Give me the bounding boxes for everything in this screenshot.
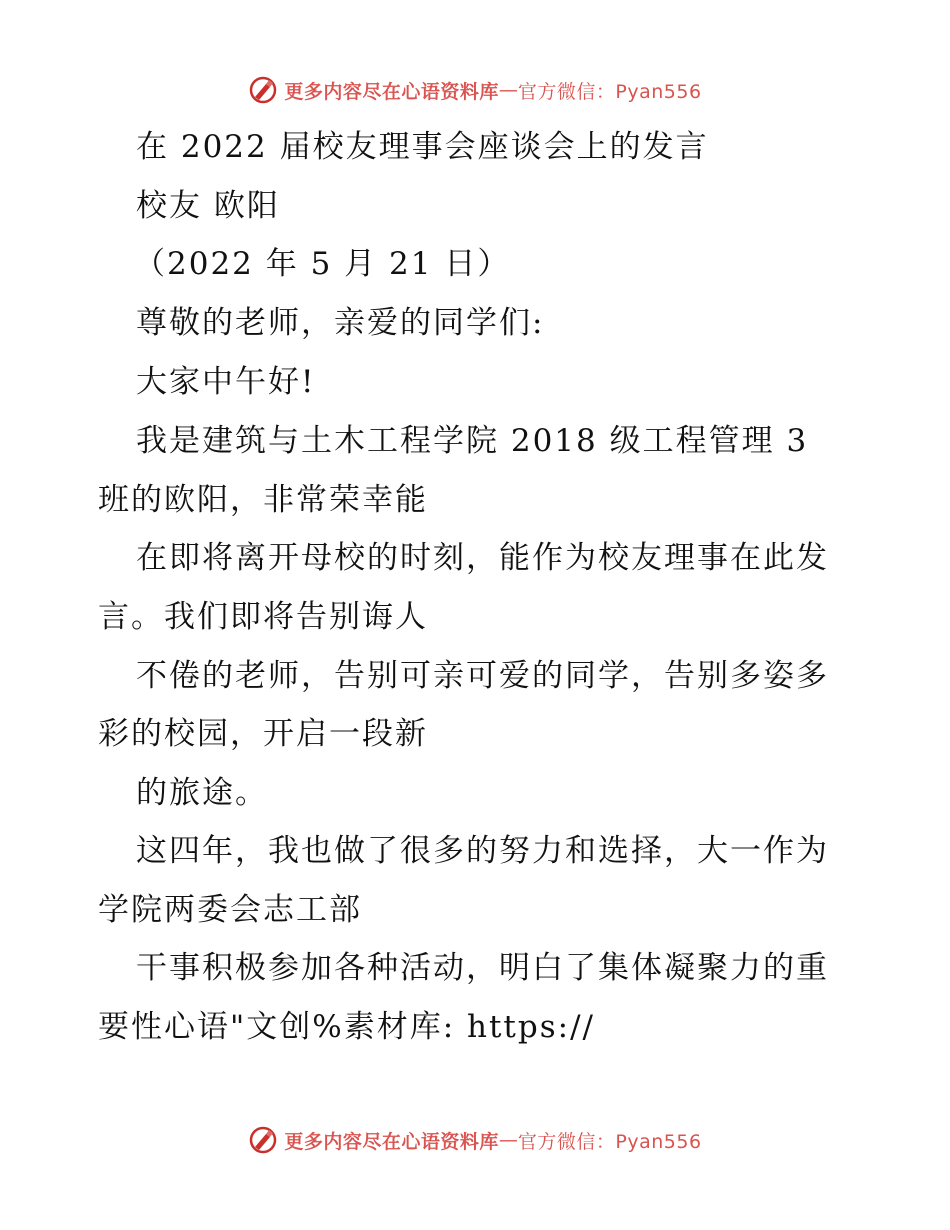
watermark-main-text: 更多内容尽在心语资料库 <box>284 80 499 103</box>
paragraph-line: 班的欧阳，非常荣幸能 <box>98 482 428 518</box>
paragraph-line: 不倦的老师，告别可亲可爱的同学，告别多姿多 <box>136 658 829 694</box>
watermark-separator: — <box>498 1129 518 1151</box>
author-line: 校友 欧阳 <box>136 188 280 224</box>
paragraph-line: 要性心语"文创%素材库: https:// <box>98 1009 595 1045</box>
salutation: 尊敬的老师，亲爱的同学们: <box>136 305 545 341</box>
paragraph-line: 我是建筑与土木工程学院 2018 级工程管理 3 <box>136 423 809 459</box>
date-line: （2022 年 5 月 21 日） <box>134 246 511 282</box>
paragraph-line: 干事积极参加各种活动，明白了集体凝聚力的重 <box>136 950 829 986</box>
document-title: 在 2022 届校友理事会座谈会上的发言 <box>136 129 709 165</box>
paragraph-line: 彩的校园，开启一段新 <box>98 716 428 752</box>
greeting: 大家中午好! <box>136 364 316 400</box>
paragraph-line: 言。我们即将告别诲人 <box>98 599 428 635</box>
header-watermark <box>0 70 950 110</box>
paragraph-line: 这四年，我也做了很多的努力和选择，大一作为 <box>136 833 829 869</box>
footer-watermark <box>0 1120 950 1160</box>
paragraph-line: 学院两委会志工部 <box>98 892 362 928</box>
paragraph-line: 在即将离开母校的时刻，能作为校友理事在此发 <box>136 540 829 576</box>
watermark-contact: 官方微信：Pyan556 <box>517 1130 702 1153</box>
watermark-main-text: 更多内容尽在心语资料库 <box>284 1130 499 1153</box>
pen-logo-icon <box>248 1125 278 1155</box>
watermark-separator: — <box>498 79 518 101</box>
pen-logo-icon <box>248 75 278 105</box>
paragraph-line: 的旅途。 <box>136 775 268 811</box>
watermark-contact: 官方微信：Pyan556 <box>517 80 702 103</box>
